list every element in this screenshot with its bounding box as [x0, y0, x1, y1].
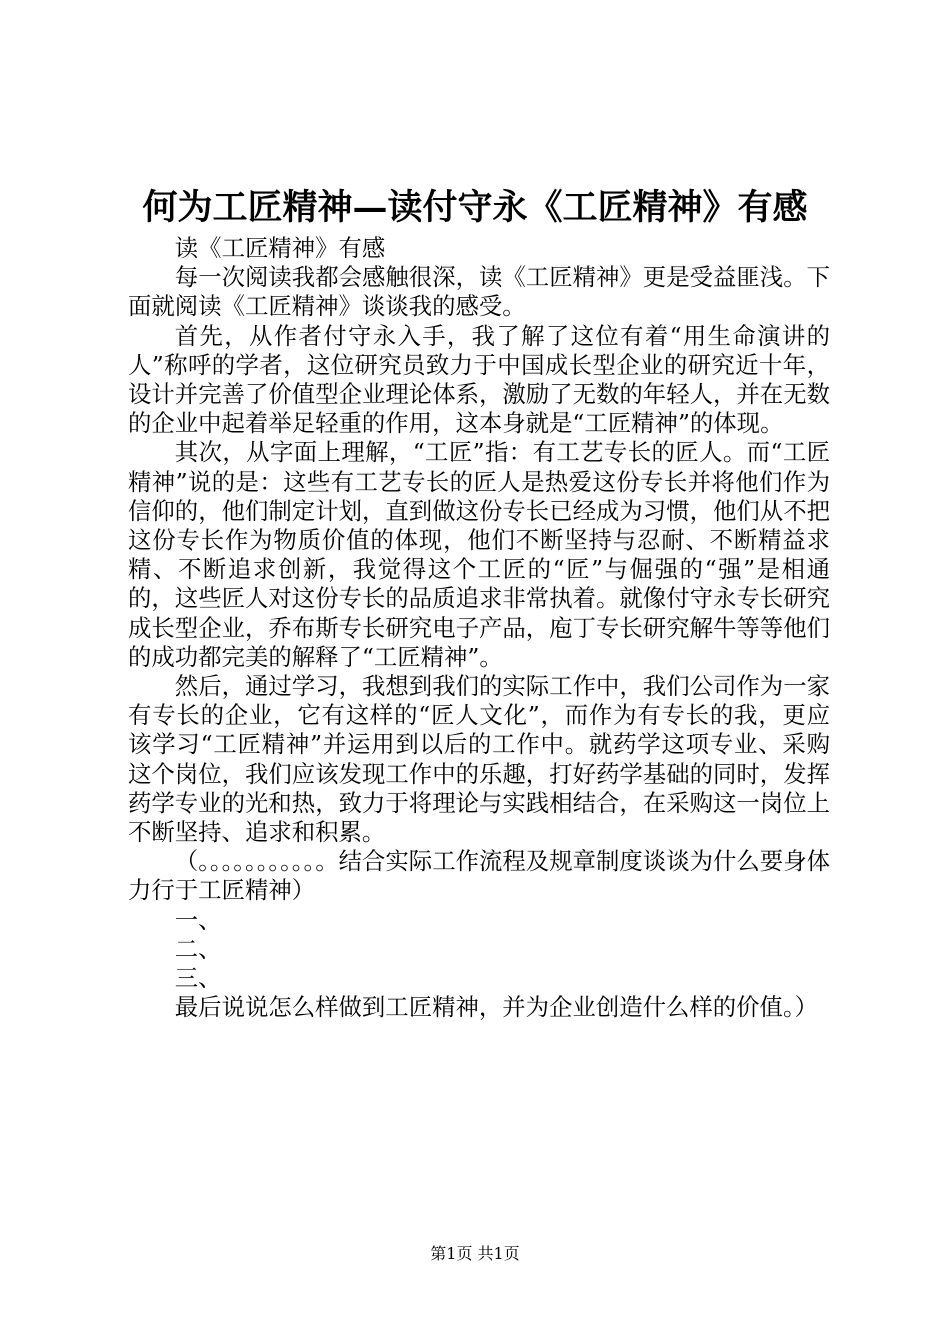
- paragraph-intro: 每一次阅读我都会感触很深，读《工匠精神》更是受益匪浅。下面就阅读《工匠精神》谈谈我的感受。: [128, 263, 830, 321]
- document-body: [128, 234, 830, 1022]
- paragraph-first: 首先，从作者付守永入手，我了解了这位有着“用生命演讲的人”称呼的学者，这位研究员致力于中国成长型企业的研究近十年，设计并完善了价值型企业理论体系，激励了无数的年轻人，并在无数的企业中起着举足轻重的作用，这本身就是“工匠精神”的体现。: [128, 321, 830, 438]
- paragraph-second: 其次，从字面上理解，“工匠”指：有工艺专长的匠人。而“工匠精神”说的是：这些有工艺专长的匠人是热爱这份专长并将他们作为信仰的，他们制定计划，直到做这份专长已经成为习惯，他们从不把这份专长作为物质价值的体现，他们不断坚持与忍耐、不断精益求精、不断追求创新，我觉得这个工匠的“匠”与倔强的“强”是相通的，这些匠人对这份专长的品质追求非常执着。就像付守永专长研究成长型企业，乔布斯专长研究电子产品，庖丁专长研究解牛等等他们的成功都完美的解释了“工匠精神”。: [128, 438, 830, 671]
- list-item-three: 三、: [174, 964, 222, 993]
- paragraph-subtitle: 读《工匠精神》有感: [174, 234, 386, 262]
- list-item-one: 一、: [174, 905, 222, 934]
- document-title: 何为工匠精神—读付守永《工匠精神》有感: [142, 187, 808, 228]
- paragraph-third: 然后，通过学习，我想到我们的实际工作中，我们公司作为一家有专长的企业，它有这样的“匠人文化”，而作为有专长的我，更应该学习“工匠精神”并运用到以后的工作中。就药学这项专业、采购这个岗位，我们应该发现工作中的乐趣，打好药学基础的同时，发挥药学专业的光和热，致力于将理论与实践相结合，在采购这一岗位上不断坚持、追求和积累。: [128, 672, 830, 847]
- page-footer: 第1页 共1页: [430, 1244, 520, 1263]
- paragraph-note: （。。。。。。。。。。。结合实际工作流程及规章制度谈谈为什么要身体力行于工匠精神）: [128, 847, 830, 905]
- list-item-two: 二、: [174, 934, 222, 963]
- paragraph-final: 最后说说怎么样做到工匠精神，并为企业创造什么样的价值。）: [174, 993, 819, 1022]
